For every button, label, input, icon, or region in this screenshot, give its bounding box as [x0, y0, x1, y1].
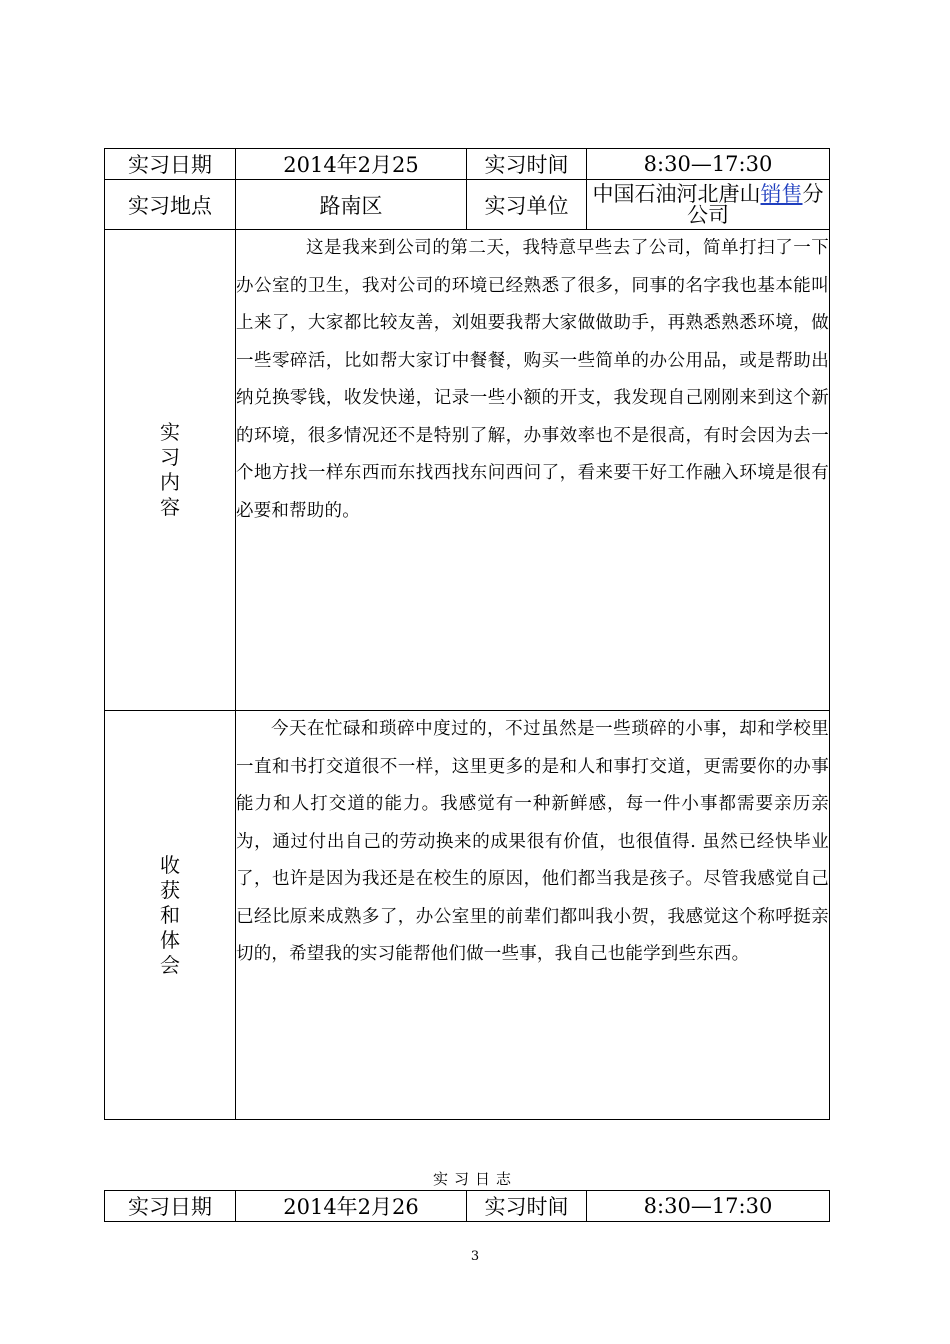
time-value: 8:30—17:30	[587, 1191, 830, 1222]
time-label: 实习时间	[467, 149, 587, 180]
place-label: 实习地点	[105, 180, 236, 230]
content-text: 这是我来到公司的第二天，我特意早些去了公司，简单打扫了一下办公室的卫生，我对公司的环境已经熟悉了很多，同事的名字我也基本能叫上来了，大家都比较友善，刘姐要我帮大家做做助手，再熟悉熟悉环境，做一些零碎活，比如帮大家订中餐餐，购买一些简单的办公用品，或是帮助出纳兑换零钱，收发快递，记录一些小额的开支，我发现自己刚刚来到这个新的环境，很多情况还不是特别了解，办事效率也不是很高，有时会因为去一个地方找一样东西而东找西找东问西问了，看来要干好工作融入环境是很有必要和帮助的。	[236, 230, 830, 711]
date-time-row	[105, 1191, 830, 1222]
gain-label-char: 收	[160, 852, 180, 877]
content-label-char: 实	[160, 420, 180, 444]
log-table-feb26	[104, 1190, 830, 1222]
date-value: 2014年2月25	[236, 149, 467, 180]
content-label-char: 习	[160, 445, 180, 469]
content-label	[105, 230, 236, 711]
gain-label-char: 和	[160, 902, 180, 927]
gain-label-char: 体	[160, 927, 180, 952]
gain-label-char: 会	[160, 952, 180, 977]
log-caption: 实习日志	[432, 1170, 517, 1188]
unit-value-link[interactable]: 销售	[760, 181, 803, 206]
unit-value-suffix: 分公司	[687, 181, 824, 227]
unit-value	[587, 180, 830, 230]
content-row	[105, 230, 830, 711]
content-label-char: 内	[160, 470, 180, 494]
time-value: 8:30—17:30	[587, 149, 830, 180]
date-label: 实习日期	[105, 149, 236, 180]
date-label: 实习日期	[105, 1191, 236, 1222]
log-table-feb25	[104, 148, 830, 1120]
gain-label	[105, 711, 236, 1120]
unit-label: 实习单位	[467, 180, 587, 230]
unit-value-prefix: 中国石油河北唐山	[592, 181, 761, 206]
place-value: 路南区	[236, 180, 467, 230]
gain-text: 今天在忙碌和琐碎中度过的，不过虽然是一些琐碎的小事，却和学校里一直和书打交道很不一样，这里更多的是和人和事打交道，更需要你的办事能力和人打交道的能力。我感觉有一种新鲜感，每一件小事都需要亲历亲为，通过付出自己的劳动换来的成果很有价值，也很值得. 虽然已经快毕业了，也许是因为我还是在校生的原因，他们都当我是孩子。尽管我感觉自己已经比原来成熟多了，办公室里的前辈们都叫我小贺，我感觉这个称呼挺亲切的，希望我的实习能帮他们做一些事，我自己也能学到些东西。	[236, 711, 830, 1120]
date-time-row	[105, 149, 830, 180]
gain-row	[105, 711, 830, 1120]
gain-label-char: 获	[160, 877, 180, 902]
page-number: 3	[470, 1249, 480, 1264]
date-value: 2014年2月26	[236, 1191, 467, 1222]
time-label: 实习时间	[467, 1191, 587, 1222]
content-label-char: 容	[160, 495, 180, 519]
place-unit-row	[105, 180, 830, 230]
